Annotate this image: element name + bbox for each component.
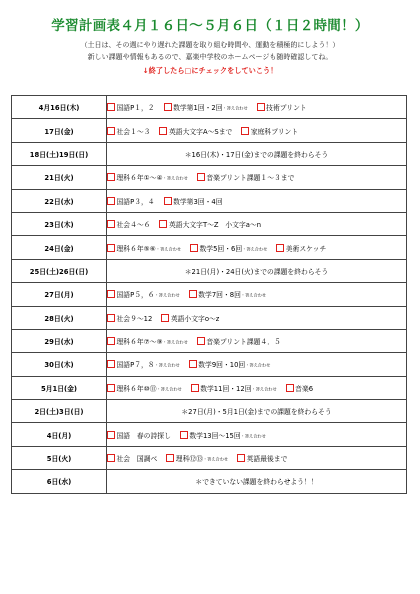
task-label: 数学第1回・2回 xyxy=(173,104,223,113)
day-label: 2日(土)3日(日) xyxy=(12,400,107,423)
task-item xyxy=(164,102,248,112)
table-row xyxy=(12,353,407,376)
table-row xyxy=(12,236,407,259)
day-label: 4月16日(木) xyxy=(12,96,107,119)
task-item xyxy=(107,289,180,299)
task-checkbox[interactable] xyxy=(107,290,115,298)
day-label: 24日(金) xyxy=(12,236,107,259)
task-checkbox[interactable] xyxy=(237,454,245,462)
task-checkbox[interactable] xyxy=(276,244,284,252)
tasks-cell xyxy=(107,259,407,282)
answer-check-note: ・答え合わせ xyxy=(162,339,188,345)
task-checkbox[interactable] xyxy=(164,197,172,205)
tasks-cell xyxy=(107,283,407,306)
task-checkbox[interactable] xyxy=(107,127,115,135)
table-row xyxy=(12,470,407,493)
day-label: 28日(火) xyxy=(12,306,107,329)
check-reminder: ↓終了したら□にチェックをしていこう！ xyxy=(142,66,278,75)
task-label: 数学13回～15回 xyxy=(189,431,241,440)
answer-check-note: ・答え合わせ xyxy=(245,362,271,368)
catch-up-note: ＊16日(木)・17日(金)までの課題を終わらそう xyxy=(184,150,329,159)
table-row xyxy=(12,329,407,352)
task-checkbox[interactable] xyxy=(107,173,115,181)
task-label: 社会９～12 xyxy=(116,314,153,323)
task-label: 数学第3回・4回 xyxy=(173,197,223,206)
task-item xyxy=(191,383,277,393)
tasks-cell xyxy=(107,166,407,189)
task-checkbox[interactable] xyxy=(189,360,197,368)
task-checkbox[interactable] xyxy=(107,244,115,252)
task-checkbox[interactable] xyxy=(107,454,115,462)
task-label: 理科６年⑤⑥ xyxy=(116,244,156,253)
table-row xyxy=(12,119,407,142)
task-label: 美術スケッチ xyxy=(285,244,327,253)
tasks-cell xyxy=(107,306,407,329)
answer-check-note: ・答え合わせ xyxy=(222,105,248,111)
table-row xyxy=(12,142,407,165)
table-row xyxy=(12,423,407,446)
task-label: 社会４～６ xyxy=(116,221,151,230)
task-label: 技術プリント xyxy=(266,104,307,113)
day-label: 29日(水) xyxy=(12,329,107,352)
task-checkbox[interactable] xyxy=(241,127,249,135)
task-label: 数学5回・6回 xyxy=(199,244,243,253)
tasks-cell xyxy=(107,423,407,446)
task-item xyxy=(107,219,150,229)
task-label: 国語P５，６ xyxy=(116,291,155,300)
day-label: 17日(金) xyxy=(12,119,107,142)
task-item xyxy=(166,453,228,463)
page-title: 学習計画表４月１６日～５月６日（１日２時間！） xyxy=(51,18,369,34)
task-label: 国語 春の詩探し xyxy=(116,431,171,440)
task-label: 数学9回・10回 xyxy=(198,361,246,370)
catch-up-note: ＊21日(月)・24日(火)までの課題を終わらそう xyxy=(184,267,329,276)
task-label: 音楽プリント課題４．５ xyxy=(206,338,281,347)
task-item xyxy=(286,383,313,393)
task-label: 音楽プリント課題１～３まで xyxy=(206,174,295,183)
table-row xyxy=(12,166,407,189)
task-label: 国語P３，４ xyxy=(116,197,155,206)
task-item xyxy=(107,430,171,440)
task-item xyxy=(159,126,232,136)
task-label: 家庭科プリント xyxy=(250,127,299,136)
task-checkbox[interactable] xyxy=(191,384,199,392)
day-label: 25日(土)26日(日) xyxy=(12,259,107,282)
tasks-cell xyxy=(107,353,407,376)
task-label: 国語P７，８ xyxy=(116,361,155,370)
tasks-cell xyxy=(107,142,407,165)
homepage-note: 新しい課題や情報もあるので、嘉楽中学校のホームページも随時確認してね。 xyxy=(87,53,333,61)
task-checkbox[interactable] xyxy=(197,337,205,345)
tasks-cell xyxy=(107,470,407,493)
task-checkbox[interactable] xyxy=(180,431,188,439)
table-row xyxy=(12,376,407,399)
tasks-cell xyxy=(107,446,407,469)
answer-check-note: ・答え合わせ xyxy=(240,292,267,298)
day-label: 23日(木) xyxy=(12,212,107,235)
task-item xyxy=(107,383,182,393)
table-row xyxy=(12,306,407,329)
task-item xyxy=(107,126,150,136)
task-checkbox[interactable] xyxy=(107,384,115,392)
day-label: 18日(土)19日(日) xyxy=(12,142,107,165)
task-checkbox[interactable] xyxy=(107,337,115,345)
day-label: 6日(水) xyxy=(12,470,107,493)
task-item xyxy=(159,219,261,229)
task-checkbox[interactable] xyxy=(161,314,169,322)
table-row xyxy=(12,212,407,235)
task-checkbox[interactable] xyxy=(159,127,167,135)
answer-check-note: ・答え合わせ xyxy=(202,456,229,462)
tasks-cell xyxy=(107,400,407,423)
task-item xyxy=(107,102,155,112)
answer-check-note: ・答え合わせ xyxy=(155,246,182,252)
day-label: 4日(月) xyxy=(12,423,107,446)
tasks-cell xyxy=(107,329,407,352)
tasks-cell xyxy=(107,212,407,235)
task-checkbox[interactable] xyxy=(286,384,294,392)
day-label: 27日(月) xyxy=(12,283,107,306)
task-item xyxy=(237,453,287,463)
answer-check-note: ・答え合わせ xyxy=(162,175,188,181)
task-checkbox[interactable] xyxy=(164,103,172,111)
task-label: 数学11回・12回 xyxy=(200,384,252,393)
task-label: 音楽6 xyxy=(295,384,314,393)
day-label: 30日(木) xyxy=(12,353,107,376)
table-row xyxy=(12,259,407,282)
table-row xyxy=(12,189,407,212)
tasks-cell xyxy=(107,119,407,142)
table-row xyxy=(12,446,407,469)
task-item xyxy=(164,196,223,206)
task-checkbox[interactable] xyxy=(107,220,115,228)
task-item xyxy=(197,336,281,346)
day-label: 5日(火) xyxy=(12,446,107,469)
task-label: 英語最後まで xyxy=(246,455,288,464)
task-checkbox[interactable] xyxy=(197,173,205,181)
task-checkbox[interactable] xyxy=(190,244,198,252)
answer-check-note: ・答え合わせ xyxy=(240,433,266,439)
answer-check-note: ・答え合わせ xyxy=(154,362,180,368)
task-label: 英語大文字A～Sまで xyxy=(168,127,233,136)
day-label: 22日(水) xyxy=(12,189,107,212)
task-label: 国語P１，２ xyxy=(116,104,155,113)
tasks-cell xyxy=(107,189,407,212)
answer-check-note: ・答え合わせ xyxy=(242,246,268,252)
task-item xyxy=(197,172,295,182)
task-item xyxy=(107,243,181,253)
task-checkbox[interactable] xyxy=(257,103,265,111)
task-checkbox[interactable] xyxy=(107,197,115,205)
task-item xyxy=(107,313,152,323)
task-checkbox[interactable] xyxy=(107,314,115,322)
task-item xyxy=(107,196,155,206)
day-label: 21日(火) xyxy=(12,166,107,189)
task-label: 英語大文字T～Z 小文字a～n xyxy=(168,221,262,230)
task-label: 英語小文字o～z xyxy=(170,314,220,323)
task-checkbox[interactable] xyxy=(166,454,174,462)
catch-up-note: ＊27日(月)・5月1日(金)までの課題を終わらそう xyxy=(181,408,332,417)
task-item xyxy=(276,243,326,253)
task-item xyxy=(241,126,298,136)
task-item xyxy=(161,313,219,323)
task-item xyxy=(190,243,267,253)
task-item xyxy=(107,336,188,346)
answer-check-note: ・答え合わせ xyxy=(154,292,180,298)
task-label: 理科⑫⑬ xyxy=(175,455,203,464)
task-checkbox[interactable] xyxy=(189,290,197,298)
catch-up-note: ＊できていない課題を終わらせよう！！ xyxy=(195,478,318,487)
task-label: 社会 国調べ xyxy=(116,455,158,464)
day-label: 5月1日(金) xyxy=(12,376,107,399)
weekend-note: （土日は、その週にやり遅れた課題を取り組む時間や、運動を積極的にしよう！） xyxy=(80,41,340,49)
answer-check-note: ・答え合わせ xyxy=(251,386,277,392)
task-item xyxy=(180,430,266,440)
tasks-cell xyxy=(107,236,407,259)
task-label: 理科６年⑦～⑨ xyxy=(116,338,163,347)
tasks-cell xyxy=(107,376,407,399)
task-label: 社会１～３ xyxy=(116,127,151,136)
tasks-cell xyxy=(107,96,407,119)
table-row xyxy=(12,283,407,306)
task-item xyxy=(189,359,271,369)
task-label: 理科６年⑩⑪ xyxy=(116,384,157,393)
answer-check-note: ・答え合わせ xyxy=(156,386,182,392)
task-checkbox[interactable] xyxy=(107,431,115,439)
task-item xyxy=(107,453,157,463)
task-item xyxy=(257,102,307,112)
task-item xyxy=(189,289,266,299)
table-row xyxy=(12,400,407,423)
study-plan-table xyxy=(11,95,407,494)
task-item xyxy=(107,172,188,182)
task-checkbox[interactable] xyxy=(107,103,115,111)
table-row xyxy=(12,96,407,119)
task-label: 理科６年①～④ xyxy=(116,174,163,183)
task-checkbox[interactable] xyxy=(159,220,167,228)
task-item xyxy=(107,359,180,369)
task-checkbox[interactable] xyxy=(107,360,115,368)
task-label: 数学7回・8回 xyxy=(198,291,241,300)
